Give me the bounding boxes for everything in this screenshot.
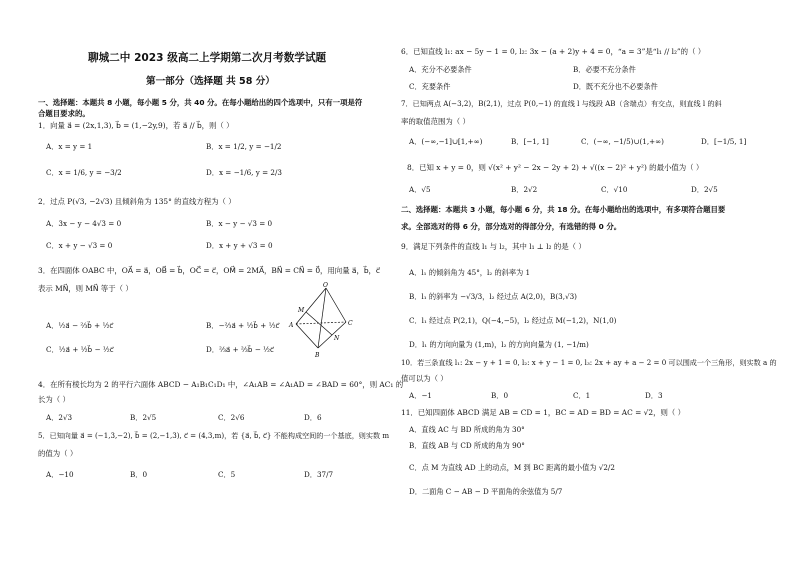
q4-option-c: C．2√6 bbox=[218, 413, 245, 422]
q7-option-b: B．[−1, 1] bbox=[511, 137, 549, 146]
q11-option-d: D．二面角 C − AB − D 平面角的余弦值为 5/7 bbox=[409, 487, 563, 496]
section2-heading-cont: 求。全部选对的得 6 分，部分选对的得部分分，有选错的得 0 分。 bbox=[401, 222, 622, 231]
q8-option-d: D．2√5 bbox=[691, 185, 718, 194]
q3-stem: 3．在四面体 OABC 中，OA⃗ = a⃗，OB⃗ = b⃗，OC⃗ = c⃗，OM⃗ = 2MA⃗，BN⃗ = CN⃗ = 0⃗，用向量 a⃗，b⃗，c⃗ bbox=[38, 266, 380, 275]
q1-option-d: D．x = −1/6, y = 2/3 bbox=[206, 168, 282, 177]
q3-stem-cont: 表示 MN⃗，则 MN⃗ 等于（ ） bbox=[38, 284, 133, 293]
figure-label-n: N bbox=[334, 335, 340, 342]
q2-option-d: D．x + y + √3 = 0 bbox=[206, 241, 273, 250]
figure-label-o: O bbox=[323, 282, 328, 289]
q1-stem: 1．向量 a⃗ = (2x,1,3), b⃗ = (1,−2y,9)，若 a⃗ // b⃗，则（ ） bbox=[38, 121, 234, 130]
section1-heading-cont: 合题目要求的。 bbox=[38, 109, 90, 118]
q5-option-d: D．37/7 bbox=[304, 470, 334, 479]
section2-heading: 二、选择题：本题共 3 小题，每小题 6 分，共 18 分。在每小题给出的选项中，有多项符合题目要 bbox=[401, 205, 726, 214]
q5-option-a: A．−10 bbox=[46, 470, 74, 479]
figure-label-c: C bbox=[348, 320, 353, 327]
q5-stem-cont: 的值为（ ） bbox=[38, 449, 78, 458]
figure-label-b: B bbox=[315, 352, 320, 359]
q1-option-a: A．x = y = 1 bbox=[46, 142, 93, 151]
exam-title: 聊城二中 2023 级高二上学期第二次月考数学试题 bbox=[88, 52, 327, 64]
q8-option-c: C．√10 bbox=[601, 185, 628, 194]
q6-option-b: B．必要不充分条件 bbox=[573, 65, 636, 74]
q3-option-a: A．½a⃗ − ⅔b⃗ + ½c⃗ bbox=[46, 321, 114, 330]
q10-option-c: C．1 bbox=[573, 391, 591, 400]
q9-option-c: C．l₁ 经过点 P(2,1)，Q(−4,−5)，l₂ 经过点 M(−1,2)，N(1,0) bbox=[409, 316, 617, 325]
q5-stem: 5．已知向量 a⃗ = (−1,3,−2), b⃗ = (2,−1,3), c⃗ = (4,3,m)，若 {a⃗, b⃗, c⃗} 不能构成空间的一个基底，则实数 m bbox=[38, 431, 390, 440]
q8-stem: 8．已知 x + y = 0，则 √(x² + y² − 2x − 2y + 2) + √((x − 2)² + y²) 的最小值为（ ） bbox=[407, 163, 704, 172]
q7-option-c: C．(−∞, −1/5)∪(1,+∞) bbox=[581, 137, 664, 146]
q10-option-b: B．0 bbox=[491, 391, 509, 400]
q7-stem: 7．已知两点 A(−3,2)，B(2,1)，过点 P(0,−1) 的直线 l 与线段 AB（含端点）有交点，则直线 l 的斜 bbox=[401, 99, 722, 108]
section1-heading: 一、选择题：本题共 8 小题，每小题 5 分，共 40 分。在每小题给出的四个选项中，只有一项是符 bbox=[38, 98, 363, 107]
part-one-subtitle: 第一部分（选择题 共 58 分） bbox=[146, 76, 275, 87]
q5-option-b: B．0 bbox=[130, 470, 148, 479]
right-column bbox=[401, 0, 783, 561]
q4-option-d: D．6 bbox=[304, 413, 322, 422]
q1-option-b: B．x = 1/2, y = −1/2 bbox=[206, 142, 282, 151]
q11-option-c: C．点 M 为直线 AD 上的动点，M 到 BC 距离的最小值为 √2/2 bbox=[409, 463, 615, 472]
q6-option-c: C．充要条件 bbox=[409, 82, 451, 91]
q7-option-a: A．(−∞,−1]∪[1,+∞) bbox=[409, 137, 483, 146]
q3-option-b: B．−⅔a⃗ + ½b⃗ + ½c⃗ bbox=[206, 321, 280, 330]
q6-stem: 6．已知直线 l₁: ax − 5y − 1 = 0, l₂: 3x − (a + 2)y + 4 = 0，“a = 3”是“l₁ // l₂”的（ ） bbox=[401, 47, 706, 56]
q7-option-d: D．[−1/5, 1] bbox=[701, 137, 747, 146]
q9-option-b: B．l₁ 的斜率为 −√3/3，l₂ 经过点 A(2,0)，B(3,√3) bbox=[409, 292, 577, 301]
q9-option-a: A．l₁ 的倾斜角为 45°，l₂ 的斜率为 1 bbox=[409, 268, 531, 277]
q10-option-d: D．3 bbox=[645, 391, 663, 400]
figure-label-m: M bbox=[298, 307, 305, 314]
q2-option-c: C．x + y − √3 = 0 bbox=[46, 241, 113, 250]
q2-option-b: B．x − y − √3 = 0 bbox=[206, 219, 273, 228]
q8-option-a: A．√5 bbox=[409, 185, 431, 194]
q7-stem-cont: 率的取值范围为（ ） bbox=[401, 117, 470, 126]
q3-option-c: C．½a⃗ + ½b⃗ − ½c⃗ bbox=[46, 345, 114, 354]
q8-option-b: B．2√2 bbox=[511, 185, 538, 194]
q10-option-a: A．−1 bbox=[409, 391, 432, 400]
q4-stem-cont: 长为（ ） bbox=[38, 395, 70, 404]
q4-option-a: A．2√3 bbox=[46, 413, 73, 422]
q4-option-b: B．2√5 bbox=[130, 413, 157, 422]
q4-stem: 4．在所有棱长均为 2 的平行六面体 ABCD − A₁B₁C₁D₁ 中，∠A₁AB = ∠A₁AD = ∠BAD = 60°，则 AC₁ 的 bbox=[38, 380, 404, 389]
q11-option-b: B．直线 AB 与 CD 所成的角为 90° bbox=[409, 441, 525, 450]
q11-option-a: A．直线 AC 与 BD 所成的角为 30° bbox=[409, 425, 525, 434]
q11-stem: 11．已知四面体 ABCD 满足 AB = CD = 1，BC = AD = BD = AC = √2，则（ ） bbox=[401, 408, 686, 417]
figure-label-a: A bbox=[289, 322, 294, 329]
q10-stem: 10．若三条直线 l₁: 2x − y + 1 = 0, l₂: x + y − 1 = 0, l₃: 2x + ay + a − 2 = 0 可以围成一个三角形，则实数 a 的 bbox=[401, 358, 777, 367]
left-column bbox=[38, 0, 404, 561]
q2-stem: 2．过点 P(√3, −2√3) 且倾斜角为 135° 的直线方程为（ ） bbox=[38, 197, 236, 206]
q6-option-a: A．充分不必要条件 bbox=[409, 65, 472, 74]
tetrahedron-figure bbox=[288, 282, 358, 360]
q9-stem: 9．满足下列条件的直线 l₁ 与 l₂，其中 l₁ ⊥ l₂ 的是（ ） bbox=[401, 242, 586, 251]
q6-option-d: D．既不充分也不必要条件 bbox=[573, 82, 658, 91]
q10-stem-cont: 值可以为（ ） bbox=[401, 374, 448, 383]
q2-option-a: A．3x − y − 4√3 = 0 bbox=[46, 219, 122, 228]
q9-option-d: D．l₁ 的方向向量为 (1,m)，l₂ 的方向向量为 (1, −1/m) bbox=[409, 340, 589, 349]
q5-option-c: C．5 bbox=[218, 470, 236, 479]
q3-option-d: D．⅔a⃗ + ⅔b⃗ − ½c⃗ bbox=[206, 345, 274, 354]
q1-option-c: C．x = 1/6, y = −3/2 bbox=[46, 168, 122, 177]
